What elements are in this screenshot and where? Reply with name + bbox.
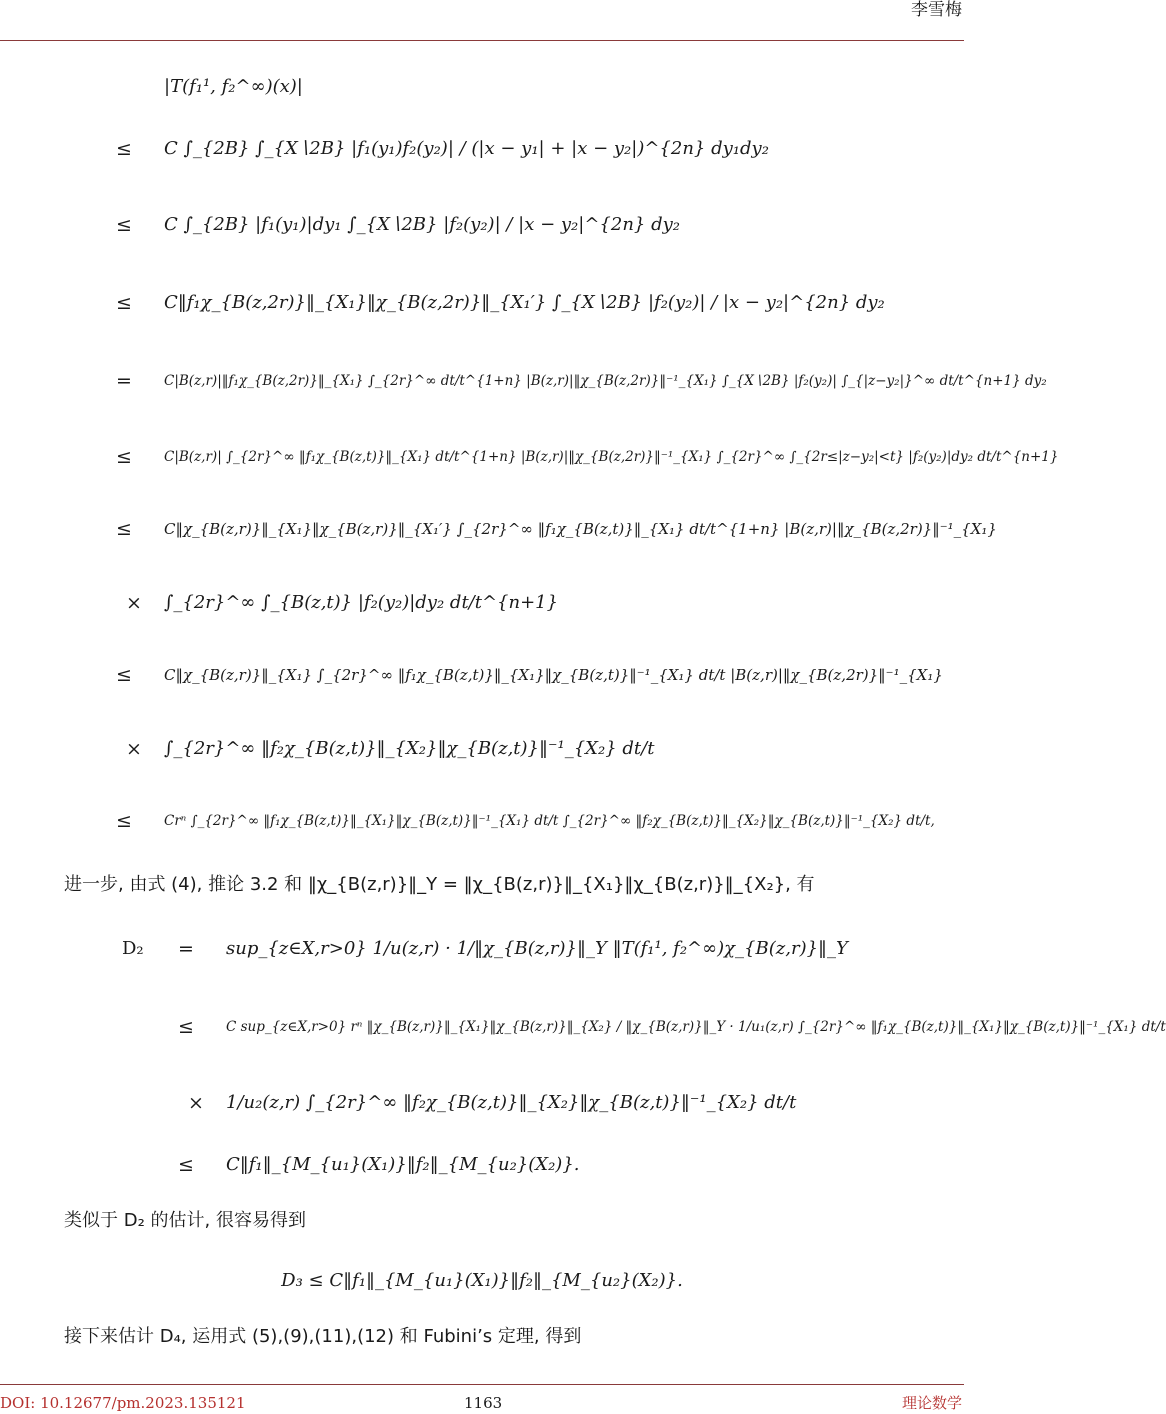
- eq1-rel-2: ≤: [116, 214, 132, 236]
- eq1-expr-3: C‖f₁χ_{B(z,2r)}‖_{X₁}‖χ_{B(z,2r)}‖_{X₁′} ∫_{X∖2B} |f₂(y₂)| / |x − y₂|^{2n} dy₂: [164, 292, 885, 313]
- eq1-rel-3: ≤: [116, 292, 132, 314]
- footer-page-number: 1163: [464, 1394, 503, 1412]
- eq2-expr-4: C‖f₁‖_{M_{u₁}(X₁)}‖f₂‖_{M_{u₂}(X₂)}.: [226, 1154, 580, 1175]
- eq1-expr-5: C|B(z,r)| ∫_{2r}^∞ ‖f₁χ_{B(z,t)}‖_{X₁} dt/t^{1+n} |B(z,r)|‖χ_{B(z,2r)}‖⁻¹_{X₁} ∫_{2r}^∞ ∫_{2r≤|z−y₂|<t} |f₂(y₂)|dy₂ dt/t^{n+1}: [164, 449, 1059, 465]
- eq2-lhs: D₂: [122, 938, 144, 959]
- eq3-display: D₃ ≤ C‖f₁‖_{M_{u₁}(X₁)}‖f₂‖_{M_{u₂}(X₂)}.: [281, 1270, 683, 1291]
- eq2-rel-1: =: [178, 938, 194, 960]
- eq1-expr-6: C‖χ_{B(z,r)}‖_{X₁}‖χ_{B(z,r)}‖_{X₁′} ∫_{2r}^∞ ‖f₁χ_{B(z,t)}‖_{X₁} dt/t^{1+n} |B(z,r)|‖χ_{B(z,2r)}‖⁻¹_{X₁}: [164, 520, 997, 538]
- paragraph-2: 类似于 D₂ 的估计, 很容易得到: [64, 1210, 306, 1231]
- footer-doi-link[interactable]: DOI: 10.12677/pm.2023.135121: [0, 1394, 246, 1412]
- eq2-rel-3: ×: [188, 1092, 204, 1114]
- eq1-rel-7: ×: [126, 592, 142, 614]
- paragraph-3: 接下来估计 D₄, 运用式 (5),(9),(11),(12) 和 Fubini’s 定理, 得到: [64, 1326, 582, 1347]
- eq2-rel-2: ≤: [178, 1016, 194, 1038]
- eq1-rel-9: ×: [126, 738, 142, 760]
- eq1-expr-9: ∫_{2r}^∞ ‖f₂χ_{B(z,t)}‖_{X₂}‖χ_{B(z,t)}‖⁻¹_{X₂} dt/t: [164, 738, 655, 759]
- eq1-expr-4: C|B(z,r)|‖f₁χ_{B(z,2r)}‖_{X₁} ∫_{2r}^∞ dt/t^{1+n} |B(z,r)|‖χ_{B(z,2r)}‖⁻¹_{X₁} ∫_{X∖2B} |f₂(y₂)| ∫_{|z−y₂|}^∞ dt/t^{n+1} dy₂: [164, 373, 1047, 389]
- eq1-expr-1: C ∫_{2B} ∫_{X∖2B} |f₁(y₁)f₂(y₂)| / (|x − y₁| + |x − y₂|)^{2n} dy₁dy₂: [164, 138, 769, 159]
- eq1-lhs: |T(f₁¹, f₂^∞)(x)|: [164, 76, 303, 97]
- eq1-expr-8: C‖χ_{B(z,r)}‖_{X₁} ∫_{2r}^∞ ‖f₁χ_{B(z,t)}‖_{X₁}‖χ_{B(z,t)}‖⁻¹_{X₁} dt/t |B(z,r)|‖χ_{B(z,2r)}‖⁻¹_{X₁}: [164, 666, 943, 684]
- eq1-rel-1: ≤: [116, 138, 132, 160]
- running-header-author: 李雪梅: [911, 0, 962, 20]
- header-rule: [0, 40, 964, 41]
- eq1-rel-10: ≤: [116, 810, 132, 832]
- eq1-rel-4: =: [116, 370, 132, 392]
- eq1-expr-2: C ∫_{2B} |f₁(y₁)|dy₁ ∫_{X∖2B} |f₂(y₂)| / |x − y₂|^{2n} dy₂: [164, 214, 680, 235]
- eq2-rel-4: ≤: [178, 1154, 194, 1176]
- eq2-expr-2: C sup_{z∈X,r>0} rⁿ ‖χ_{B(z,r)}‖_{X₁}‖χ_{B(z,r)}‖_{X₂} / ‖χ_{B(z,r)}‖_Y · 1/u₁(z,r) ∫_{2r}^∞ ‖f₁χ_{B(z,t)}‖_{X₁}‖χ_{B(z,t)}‖⁻¹_{X₁} dt/t: [226, 1019, 1166, 1035]
- eq1-rel-5: ≤: [116, 446, 132, 468]
- eq1-rel-6: ≤: [116, 518, 132, 540]
- eq1-expr-10: Crⁿ ∫_{2r}^∞ ‖f₁χ_{B(z,t)}‖_{X₁}‖χ_{B(z,t)}‖⁻¹_{X₁} dt/t ∫_{2r}^∞ ‖f₂χ_{B(z,t)}‖_{X₂}‖χ_{B(z,t)}‖⁻¹_{X₂} dt/t,: [164, 813, 935, 829]
- eq2-expr-1: sup_{z∈X,r>0} 1/u(z,r) · 1/‖χ_{B(z,r)}‖_Y ‖T(f₁¹, f₂^∞)χ_{B(z,r)}‖_Y: [226, 938, 848, 959]
- eq1-rel-8: ≤: [116, 664, 132, 686]
- footer-rule: [0, 1384, 964, 1385]
- paragraph-1: 进一步, 由式 (4), 推论 3.2 和 ‖χ_{B(z,r)}‖_Y = ‖χ_{B(z,r)}‖_{X₁}‖χ_{B(z,r)}‖_{X₂}, 有: [64, 874, 815, 895]
- eq1-expr-7: ∫_{2r}^∞ ∫_{B(z,t)} |f₂(y₂)|dy₂ dt/t^{n+1}: [164, 592, 559, 613]
- eq2-expr-3: 1/u₂(z,r) ∫_{2r}^∞ ‖f₂χ_{B(z,t)}‖_{X₂}‖χ_{B(z,t)}‖⁻¹_{X₂} dt/t: [226, 1092, 797, 1113]
- footer-journal-name: 理论数学: [901, 1394, 962, 1412]
